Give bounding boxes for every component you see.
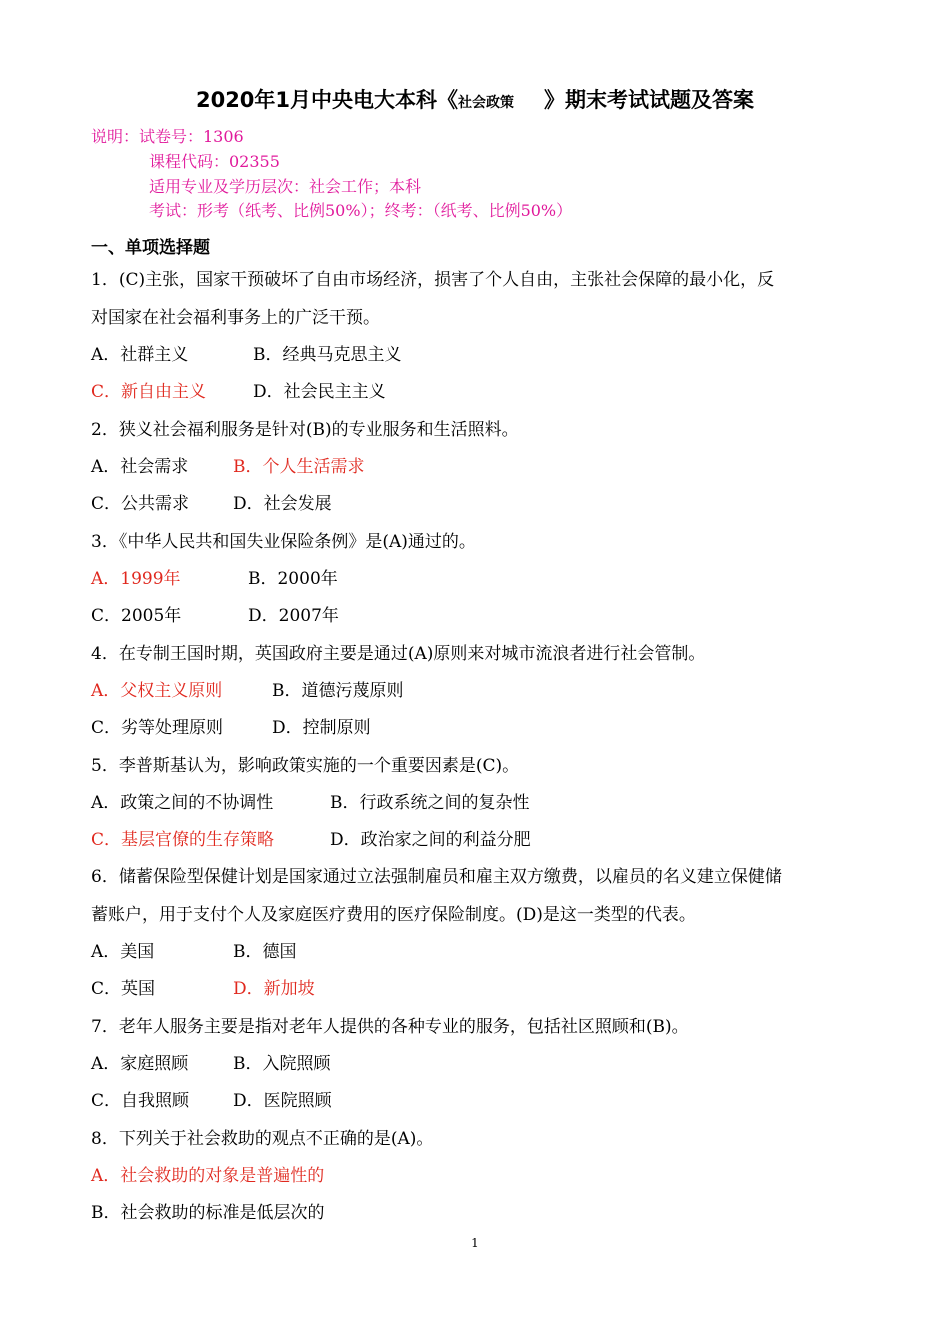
question-4-option-d: D．控制原则 xyxy=(272,718,371,738)
question-6-option-b: B．德国 xyxy=(233,942,297,962)
question-2-option-b-answer: B．个人生活需求 xyxy=(233,457,365,477)
note-course-code: 课程代码：02355 xyxy=(149,152,280,171)
question-1-option-a: A．社群主义 xyxy=(91,345,189,365)
question-8-stem: 8．下列关于社会救助的观点不正确的是(A)。 xyxy=(91,1129,434,1149)
question-1-option-b: B．经典马克思主义 xyxy=(253,345,402,365)
question-3-option-d: D．2007年 xyxy=(248,606,339,626)
question-7-option-d: D．医院照顾 xyxy=(233,1091,332,1111)
question-6-stem-line-1: 6．储蓄保险型保健计划是国家通过立法强制雇员和雇主双方缴费，以雇员的名义建立保健储 xyxy=(91,867,782,887)
question-2-option-a: A．社会需求 xyxy=(91,457,189,477)
question-8-option-b: B．社会救助的标准是低层次的 xyxy=(91,1203,325,1223)
note-major: 适用专业及学历层次：社会工作；本科 xyxy=(149,177,422,196)
question-2-option-c: C．公共需求 xyxy=(91,494,190,514)
question-7-option-a: A．家庭照顾 xyxy=(91,1054,189,1074)
question-1-stem-line-1: 1．(C)主张，国家干预破坏了自由市场经济，损害了个人自由，主张社会保障的最小化，反 xyxy=(91,270,775,290)
question-5-stem: 5．李普斯基认为，影响政策实施的一个重要因素是(C)。 xyxy=(91,756,520,776)
question-2-stem: 2．狭义社会福利服务是针对(B)的专业服务和生活照料。 xyxy=(91,420,519,440)
question-3-stem: 3．《中华人民共和国失业保险条例》是(A)通过的。 xyxy=(91,532,476,552)
question-4-option-c: C．劣等处理原则 xyxy=(91,718,224,738)
question-6-option-a: A．美国 xyxy=(91,942,155,962)
question-5-option-d: D．政治家之间的利益分肥 xyxy=(330,830,531,850)
question-1-option-d: D．社会民主主义 xyxy=(253,382,386,402)
question-5-option-b: B．行政系统之间的复杂性 xyxy=(330,793,530,813)
note-paper-number: 说明：试卷号：1306 xyxy=(91,127,244,146)
question-7-option-c: C．自我照顾 xyxy=(91,1091,190,1111)
question-5-option-a: A．政策之间的不协调性 xyxy=(91,793,274,813)
title-course-name: 社会政策 xyxy=(458,95,515,111)
page-number: 1 xyxy=(471,1236,479,1250)
question-3-option-a-answer: A．1999年 xyxy=(91,569,181,589)
question-5-option-c-answer: C．基层官僚的生存策略 xyxy=(91,830,275,850)
question-8-option-a-answer: A．社会救助的对象是普遍性的 xyxy=(91,1166,325,1186)
question-4-stem: 4．在专制王国时期，英国政府主要是通过(A)原则来对城市流浪者进行社会管制。 xyxy=(91,644,706,664)
note-exam: 考试：形考（纸考、比例50%）；终考：（纸考、比例50%） xyxy=(149,201,573,220)
question-3-option-b: B．2000年 xyxy=(248,569,338,589)
question-3-option-c: C．2005年 xyxy=(91,606,182,626)
question-1-stem-line-2: 对国家在社会福利事务上的广泛干预。 xyxy=(91,308,380,328)
question-6-option-c: C．英国 xyxy=(91,979,156,999)
section-title: 一、单项选择题 xyxy=(91,238,210,258)
question-7-option-b: B．入院照顾 xyxy=(233,1054,331,1074)
title-part-1: 2020年1月中央电大本科《 xyxy=(195,88,459,112)
question-2-option-d: D．社会发展 xyxy=(233,494,332,514)
question-4-option-a-answer: A．父权主义原则 xyxy=(91,681,223,701)
question-4-option-b: B．道德污蔑原则 xyxy=(272,681,404,701)
question-6-option-d-answer: D．新加坡 xyxy=(233,979,315,999)
question-6-stem-line-2: 蓄账户，用于支付个人及家庭医疗费用的医疗保险制度。(D)是这一类型的代表。 xyxy=(91,905,696,925)
question-7-stem: 7．老年人服务主要是指对老年人提供的各种专业的服务，包括社区照顾和(B)。 xyxy=(91,1017,689,1037)
question-1-option-c-answer: C．新自由主义 xyxy=(91,382,207,402)
title-part-2: 》期末考试试题及答案 xyxy=(544,88,755,112)
document-title xyxy=(0,84,950,114)
